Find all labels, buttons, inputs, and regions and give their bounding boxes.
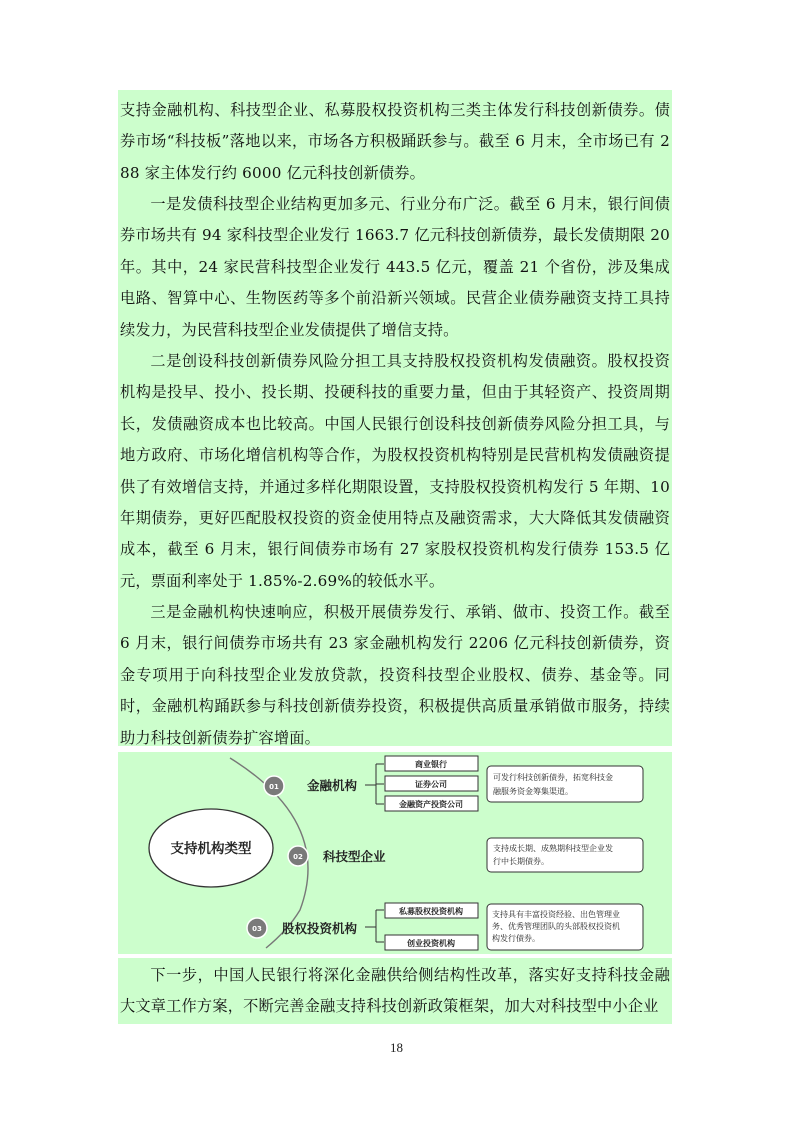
paragraph-intro: 支持金融机构、科技型企业、私募股权投资机构三类主体发行科技创新债券。债券市场“科技板”落地以来，市场各方积极踊跃参与。截至 6 月末，全市场已有 288 家主体发行约 6000 亿元科技创新债券。 — [120, 101, 670, 182]
node-label-03: 股权投资机构 — [282, 921, 358, 936]
paragraph-tech-enterprises: 一是发债科技型企业结构更加多元、行业分布广泛。截至 6 月末，银行间债券市场共有 94 家科技型企业发行 1663.7 亿元科技创新债券，最长发债期限 20 年。其中，24 家民营科技型企业发行 443.5 亿元，覆盖 21 个省份，涉及集成电路、智算中心、生物医药等多个前沿新兴领域。民营企业债券融资支持工具持续发力，为民营科技型企业发债提供了增信支持。 — [120, 195, 670, 339]
sub-label: 商业银行 — [415, 760, 447, 769]
sub-label: 金融资产投资公司 — [399, 800, 463, 809]
node-number-02: 02 — [293, 853, 303, 861]
paragraph-risk-sharing-tool: 二是创设科技创新债券风险分担工具支持股权投资机构发债融资。股权投资机构是投早、投小、投长期、投硬科技的重要力量，但由于其轻资产、投资周期长，发债融资成本也比较高。中国人民银行创设科技创新债券风险分担工具，与地方政府、市场化增信机构等合作，为股权投资机构特别是民营机构发债融资提供了有效增信支持，并通过多样化期限设置，支持股权投资机构发行 5 年期、10 年期债券，更好匹配股权投资的资金使用特点及融资需求，大大降低其发债融资成本，截至 6 月末，银行间债券市场有 27 家股权投资机构发行债券 153.5 亿元，票面利率处于 1.85%-2.69%的较低水平。 — [120, 352, 670, 590]
center-label: 支持机构类型 — [170, 841, 252, 857]
note-box-01 — [487, 766, 643, 802]
node-number-01: 01 — [269, 783, 279, 791]
node-number-03: 03 — [252, 925, 262, 933]
note-text-02: 支持成长期、成熟期科技型企业发 行中长期债券。 — [493, 844, 613, 866]
sub-label: 证券公司 — [415, 780, 447, 789]
paragraph-financial-institutions: 三是金融机构快速响应，积极开展债券发行、承销、做市、投资工作。截至 6 月末，银行间债券市场共有 23 家金融机构发行 2206 亿元科技创新债券，资金专项用于向科技型企业发放贷款，投资科技型企业股权、债券、基金等。同时，金融机构踊跃参与科技创新债券投资，积极提供高质量承销做市服务，持续助力科技创新债券扩容增面。 — [120, 603, 670, 747]
support-institutions-diagram — [118, 752, 672, 954]
sub-label: 创业投资机构 — [407, 939, 455, 948]
node-label-01: 金融机构 — [307, 778, 358, 793]
paragraph-next-steps: 下一步，中国人民银行将深化金融供给侧结构性改革，落实好支持科技金融大文章工作方案，不断完善金融支持科技创新政策框架，加大对科技型中小企业 — [120, 966, 670, 1016]
node-label-02: 科技型企业 — [323, 849, 386, 864]
page-number: 18 — [390, 1040, 403, 1055]
sub-label: 私募股权投资机构 — [399, 907, 463, 916]
note-text-03: 支持具有丰富投资经验、出色管理业 务、优秀管理团队的头部股权投资机 构发行债券。 — [492, 910, 620, 943]
note-text-01: 可发行科技创新债券，拓宽科技金 融服务资金筹集渠道。 — [493, 773, 613, 796]
